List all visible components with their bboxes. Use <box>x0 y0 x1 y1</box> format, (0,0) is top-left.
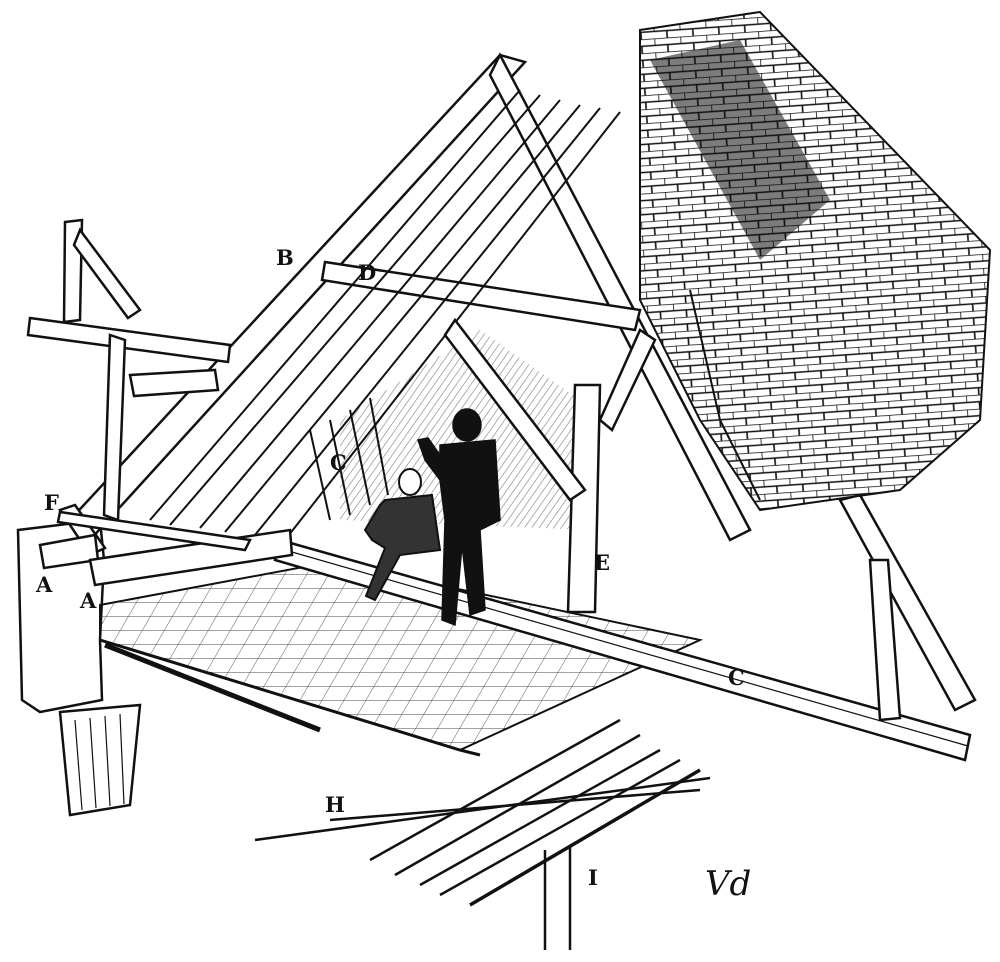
label-e: E <box>594 550 611 575</box>
joint-detail-h-i <box>255 720 710 950</box>
rear-strut <box>840 495 975 720</box>
label-c-floor: C <box>728 665 745 690</box>
label-a-right: A <box>80 588 97 613</box>
artist-signature: Vd <box>705 864 752 904</box>
label-d: D <box>358 260 377 285</box>
label-b: B <box>276 245 294 270</box>
label-h: H <box>325 792 345 817</box>
label-c-back: C <box>330 450 347 475</box>
label-i: I <box>588 865 598 890</box>
label-a-left: A <box>36 572 53 597</box>
label-f: F <box>44 490 59 515</box>
